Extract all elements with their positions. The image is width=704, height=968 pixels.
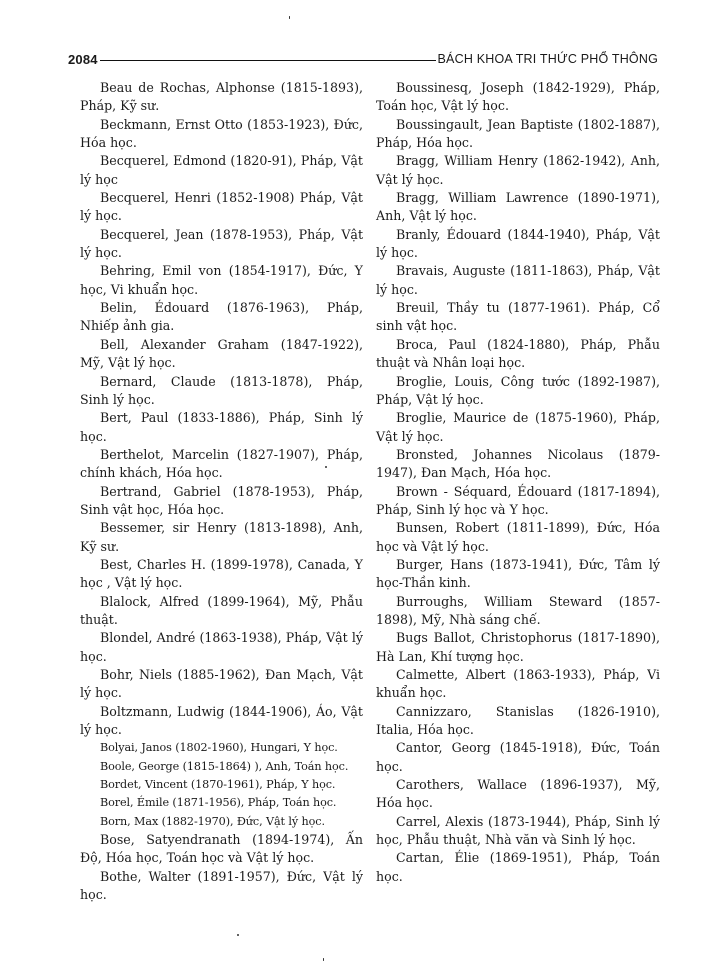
entry: Burroughs, William Steward (1857-1898), Mỹ, Nhà sáng chế. [376, 593, 660, 627]
scan-speck [323, 958, 324, 961]
scan-speck [325, 466, 327, 468]
entry: Boole, George (1815-1864) ), Anh, Toán học. [100, 759, 349, 773]
entry: Cartan, Élie (1869-1951), Pháp, Toán học. [376, 850, 660, 884]
scan-speck [237, 934, 239, 936]
running-header [68, 49, 658, 69]
entry: Bugs Ballot, Christophorus (1817-1890), Hà Lan, Khí tượng học. [376, 630, 660, 664]
entry: Bunsen, Robert (1811-1899), Đức, Hóa học và Vật lý học. [376, 520, 660, 554]
entry: Broca, Paul (1824-1880), Pháp, Phẫu thuật và Nhân loại học. [376, 336, 660, 371]
entry: Branly, Édouard (1844-1940), Pháp, Vật lý học. [376, 226, 660, 261]
entry: Broglie, Louis, Công tước (1892-1987), Pháp, Vật lý học. [376, 373, 660, 407]
entry: Bravais, Auguste (1811-1863), Pháp, Vật lý học. [376, 263, 660, 297]
entry: Beckmann, Ernst Otto (1853-1923), Đức, Hóa học. [80, 116, 363, 151]
entry: Cannizzaro, Stanislas (1826-1910), Italia, Hóa học. [376, 703, 660, 738]
entry: Breuil, Thầy tu (1877-1961). Pháp, Cổ sinh vật học. [376, 300, 660, 334]
entry: Berthelot, Marcelin (1827-1907), Pháp, chính khách, Hóa học. [80, 446, 363, 481]
entry: Bessemer, sir Henry (1813-1898), Anh, Kỹ sư. [80, 520, 363, 554]
entry: Best, Charles H. (1899-1978), Canada, Y học , Vật lý học. [80, 556, 363, 591]
entry: Carothers, Wallace (1896-1937), Mỹ, Hóa học. [376, 777, 660, 811]
entry: Belin, Édouard (1876-1963), Pháp, Nhiếp ảnh gia. [80, 300, 363, 334]
entry: Beau de Rochas, Alphonse (1815-1893), Pháp, Kỹ sư. [80, 80, 363, 114]
entry: Becquerel, Henri (1852-1908) Pháp, Vật lý học. [80, 190, 363, 224]
entry: Boussinesq, Joseph (1842-1929), Pháp, Toán học, Vật lý học. [376, 80, 660, 114]
entry: Blalock, Alfred (1899-1964), Mỹ, Phẫu thuật. [80, 593, 363, 627]
entry: Becquerel, Jean (1878-1953), Pháp, Vật lý học. [80, 226, 363, 261]
page-number: 2084 [68, 51, 98, 67]
entry: Becquerel, Edmond (1820-91), Pháp, Vật lý học [80, 153, 363, 187]
entry: Broglie, Maurice de (1875-1960), Pháp, Vật lý học. [376, 410, 660, 444]
header-rule [100, 60, 436, 61]
entry: Borel, Émile (1871-1956), Pháp, Toán học. [100, 796, 337, 810]
entry: Brown - Séquard, Édouard (1817-1894), Pháp, Sinh lý học và Y học. [376, 483, 660, 517]
entry: Calmette, Albert (1863-1933), Pháp, Vi khuẩn học. [376, 667, 660, 701]
entry: Boussingault, Jean Baptiste (1802-1887), Pháp, Hóa học. [376, 116, 660, 151]
entry: Bordet, Vincent (1870-1961), Pháp, Y học. [100, 778, 336, 792]
right-column [376, 79, 660, 886]
scan-speck [289, 16, 290, 19]
left-column [80, 79, 363, 904]
entry: Bertrand, Gabriel (1878-1953), Pháp, Sinh vật học, Hóa học. [80, 483, 363, 517]
entry: Bothe, Walter (1891-1957), Đức, Vật lý học. [80, 868, 363, 903]
entry: Bose, Satyendranath (1894-1974), Ấn Độ, Hóa học, Toán học và Vật lý học. [80, 832, 363, 866]
entry: Born, Max (1882-1970), Đức, Vật lý học. [100, 814, 325, 828]
entry: Bragg, William Henry (1862-1942), Anh, Vật lý học. [376, 153, 660, 187]
running-title: BÁCH KHOA TRI THỨC PHỔ THÔNG [437, 52, 658, 66]
entry: Behring, Emil von (1854-1917), Đức, Y học, Vi khuẩn học. [80, 263, 363, 297]
entry: Cantor, Georg (1845-1918), Đức, Toán học. [376, 740, 660, 774]
entry: Bernard, Claude (1813-1878), Pháp, Sinh lý học. [80, 373, 363, 407]
entry: Bragg, William Lawrence (1890-1971), Anh, Vật lý học. [376, 190, 660, 224]
entry: Bohr, Niels (1885-1962), Đan Mạch, Vật lý học. [80, 667, 363, 701]
entry: Bolyai, Janos (1802-1960), Hungari, Y học. [100, 741, 338, 755]
entry: Bert, Paul (1833-1886), Pháp, Sinh lý học. [80, 410, 363, 444]
entry: Boltzmann, Ludwig (1844-1906), Áo, Vật lý học. [80, 703, 363, 738]
entry: Blondel, André (1863-1938), Pháp, Vật lý học. [80, 630, 363, 664]
entry: Bell, Alexander Graham (1847-1922), Mỹ, Vật lý học. [80, 336, 363, 371]
entry: Bronsted, Johannes Nicolaus (1879-1947), Đan Mạch, Hóa học. [376, 446, 660, 481]
entry: Carrel, Alexis (1873-1944), Pháp, Sinh lý học, Phẫu thuật, Nhà văn và Sinh lý học. [376, 813, 660, 848]
entry: Burger, Hans (1873-1941), Đức, Tâm lý học-Thần kinh. [376, 556, 660, 591]
